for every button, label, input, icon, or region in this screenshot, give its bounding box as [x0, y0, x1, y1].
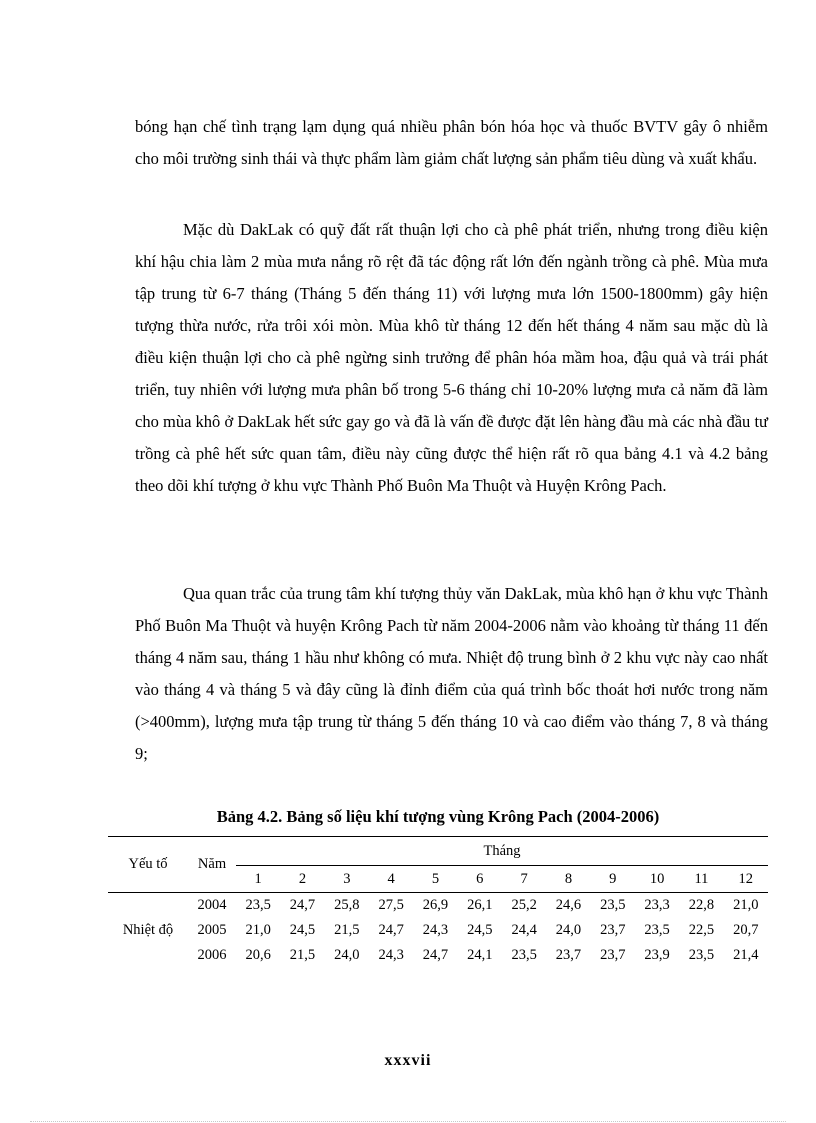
month-header: 9: [609, 870, 617, 887]
value-cell: 21,0: [733, 897, 759, 913]
month-header: 10: [649, 870, 665, 887]
value-cell: 27,5: [378, 897, 404, 913]
month-header: 4: [387, 870, 395, 887]
value-cell: 23,5: [688, 947, 715, 963]
value-cell: 22,8: [688, 897, 715, 913]
month-header: 8: [564, 870, 573, 887]
value-cell: 24,4: [511, 922, 537, 938]
table-row: [108, 918, 768, 943]
value-cell: 23,5: [644, 922, 670, 938]
value-cell: 26,9: [422, 897, 449, 913]
page-edge-divider: [30, 1121, 786, 1122]
value-cell: 23,7: [555, 947, 582, 963]
page-number: xxxvii: [384, 1052, 432, 1069]
value-cell: 24,0: [555, 922, 582, 938]
month-header: 3: [343, 870, 351, 887]
value-cell: 21,0: [245, 922, 271, 938]
value-cell: 20,7: [733, 922, 759, 938]
value-cell: 24,3: [378, 947, 404, 963]
weather-table: [108, 836, 768, 968]
value-cell: 24,7: [378, 922, 404, 938]
value-cell: 21,5: [334, 922, 360, 938]
value-cell: 22,5: [688, 922, 715, 938]
value-cell: 26,1: [467, 897, 493, 913]
paragraph-text: Mặc dù DakLak có quỹ đất rất thuận lợi cho cà phê phát triển, nhưng trong điều kiện khí hậu chia làm 2 mùa mưa nắng rõ rệt đã tác động rất lớn đến ngành trồng cà phê. Mùa mưa tập trung từ 6-7 tháng (Tháng 5 đến tháng 11) với lượng mưa lớn 1500-1800mm) gây hiện tượng thừa nước, rửa trôi xói mòn. Mùa khô từ tháng 12 đến hết tháng 4 năm sau mặc dù là điều kiện thuận lợi cho cà phê ngừng sinh trưởng để phân hóa mầm hoa, đậu quả và trái phát triển, tuy nhiên với lượng mưa phân bố trong 5-6 tháng chỉ 10-20% lượng mưa cả năm đã làm cho mùa khô ở DakLak hết sức gay go và đã là vấn đề được đặt lên hàng đầu mà các nhà đầu tư trồng cà phê hết sức quan tâm, điều này cũng được thể hiện rất rõ qua bảng 4.1 và 4.2 bảng theo dõi khí tượng ở khu vực Thành Phố Buôn Ma Thuột và Huyện Krông Pach.: [135, 220, 768, 495]
value-cell: 24,0: [334, 947, 360, 963]
value-cell: 24,6: [555, 897, 582, 913]
value-cell: 23,5: [245, 897, 271, 913]
value-cell: 24,7: [289, 897, 316, 913]
paragraph-text: bóng hạn chế tình trạng lạm dụng quá nhiều phân bón hóa học và thuốc BVTV gây ô nhiễm cho môi trường sinh thái và thực phẩm làm giảm chất lượng sản phẩm tiêu dùng và xuất khẩu.: [135, 117, 768, 168]
table-row: [108, 893, 768, 919]
value-cell: 25,2: [511, 897, 537, 913]
paragraph-text: Qua quan trắc của trung tâm khí tượng thủy văn DakLak, mùa khô hạn ở khu vực Thành Phố Buôn Ma Thuột và huyện Krông Pach từ năm 2004-2006 nằm vào khoảng từ tháng 11 đến tháng 4 năm sau, tháng 1 hầu như không có mưa. Nhiệt độ trung bình ở 2 khu vực này cao nhất vào tháng 4 và tháng 5 và đây cũng là đỉnh điểm của quá trình bốc thoát hơi nước trong năm (>400mm), lượng mưa tập trung từ tháng 5 đến tháng 10 và cao điểm vào tháng 7, 8 và tháng 9;: [135, 584, 768, 763]
header-factor: Yếu tố: [128, 856, 168, 872]
month-header: 6: [476, 870, 484, 887]
value-cell: 24,1: [467, 947, 493, 963]
year-cell: 2005: [197, 922, 227, 938]
value-cell: 23,9: [644, 947, 670, 963]
value-cell: 23,3: [644, 897, 670, 913]
paragraph-3: [135, 578, 768, 770]
value-cell: 24,7: [422, 947, 449, 963]
value-cell: 24,3: [422, 922, 449, 938]
year-cell: 2006: [197, 947, 227, 963]
table-row: [108, 943, 768, 968]
value-cell: 21,5: [289, 947, 316, 963]
value-cell: 23,7: [600, 922, 626, 938]
year-cell: 2004: [197, 897, 227, 913]
value-cell: 20,6: [245, 947, 271, 963]
value-cell: 23,5: [600, 897, 626, 913]
month-header: 1: [254, 870, 262, 887]
month-header: 11: [694, 870, 709, 887]
month-header: 7: [520, 870, 528, 887]
table-title: Bảng 4.2. Bảng số liệu khí tượng vùng Krông Pach (2004-2006): [216, 807, 660, 826]
value-cell: 24,5: [289, 922, 316, 938]
paragraph-2: [135, 214, 768, 502]
value-cell: 23,5: [511, 947, 537, 963]
paragraph-1: [135, 111, 768, 175]
month-header: 2: [298, 870, 307, 887]
value-cell: 25,8: [334, 897, 360, 913]
month-header: 12: [738, 870, 754, 887]
value-cell: 21,4: [733, 947, 759, 963]
factor-label: Nhiệt độ: [122, 922, 174, 938]
value-cell: 23,7: [600, 947, 626, 963]
header-year: Năm: [197, 856, 227, 872]
header-month: Tháng: [236, 837, 768, 866]
value-cell: 24,5: [467, 922, 493, 938]
month-header: 5: [431, 870, 440, 887]
